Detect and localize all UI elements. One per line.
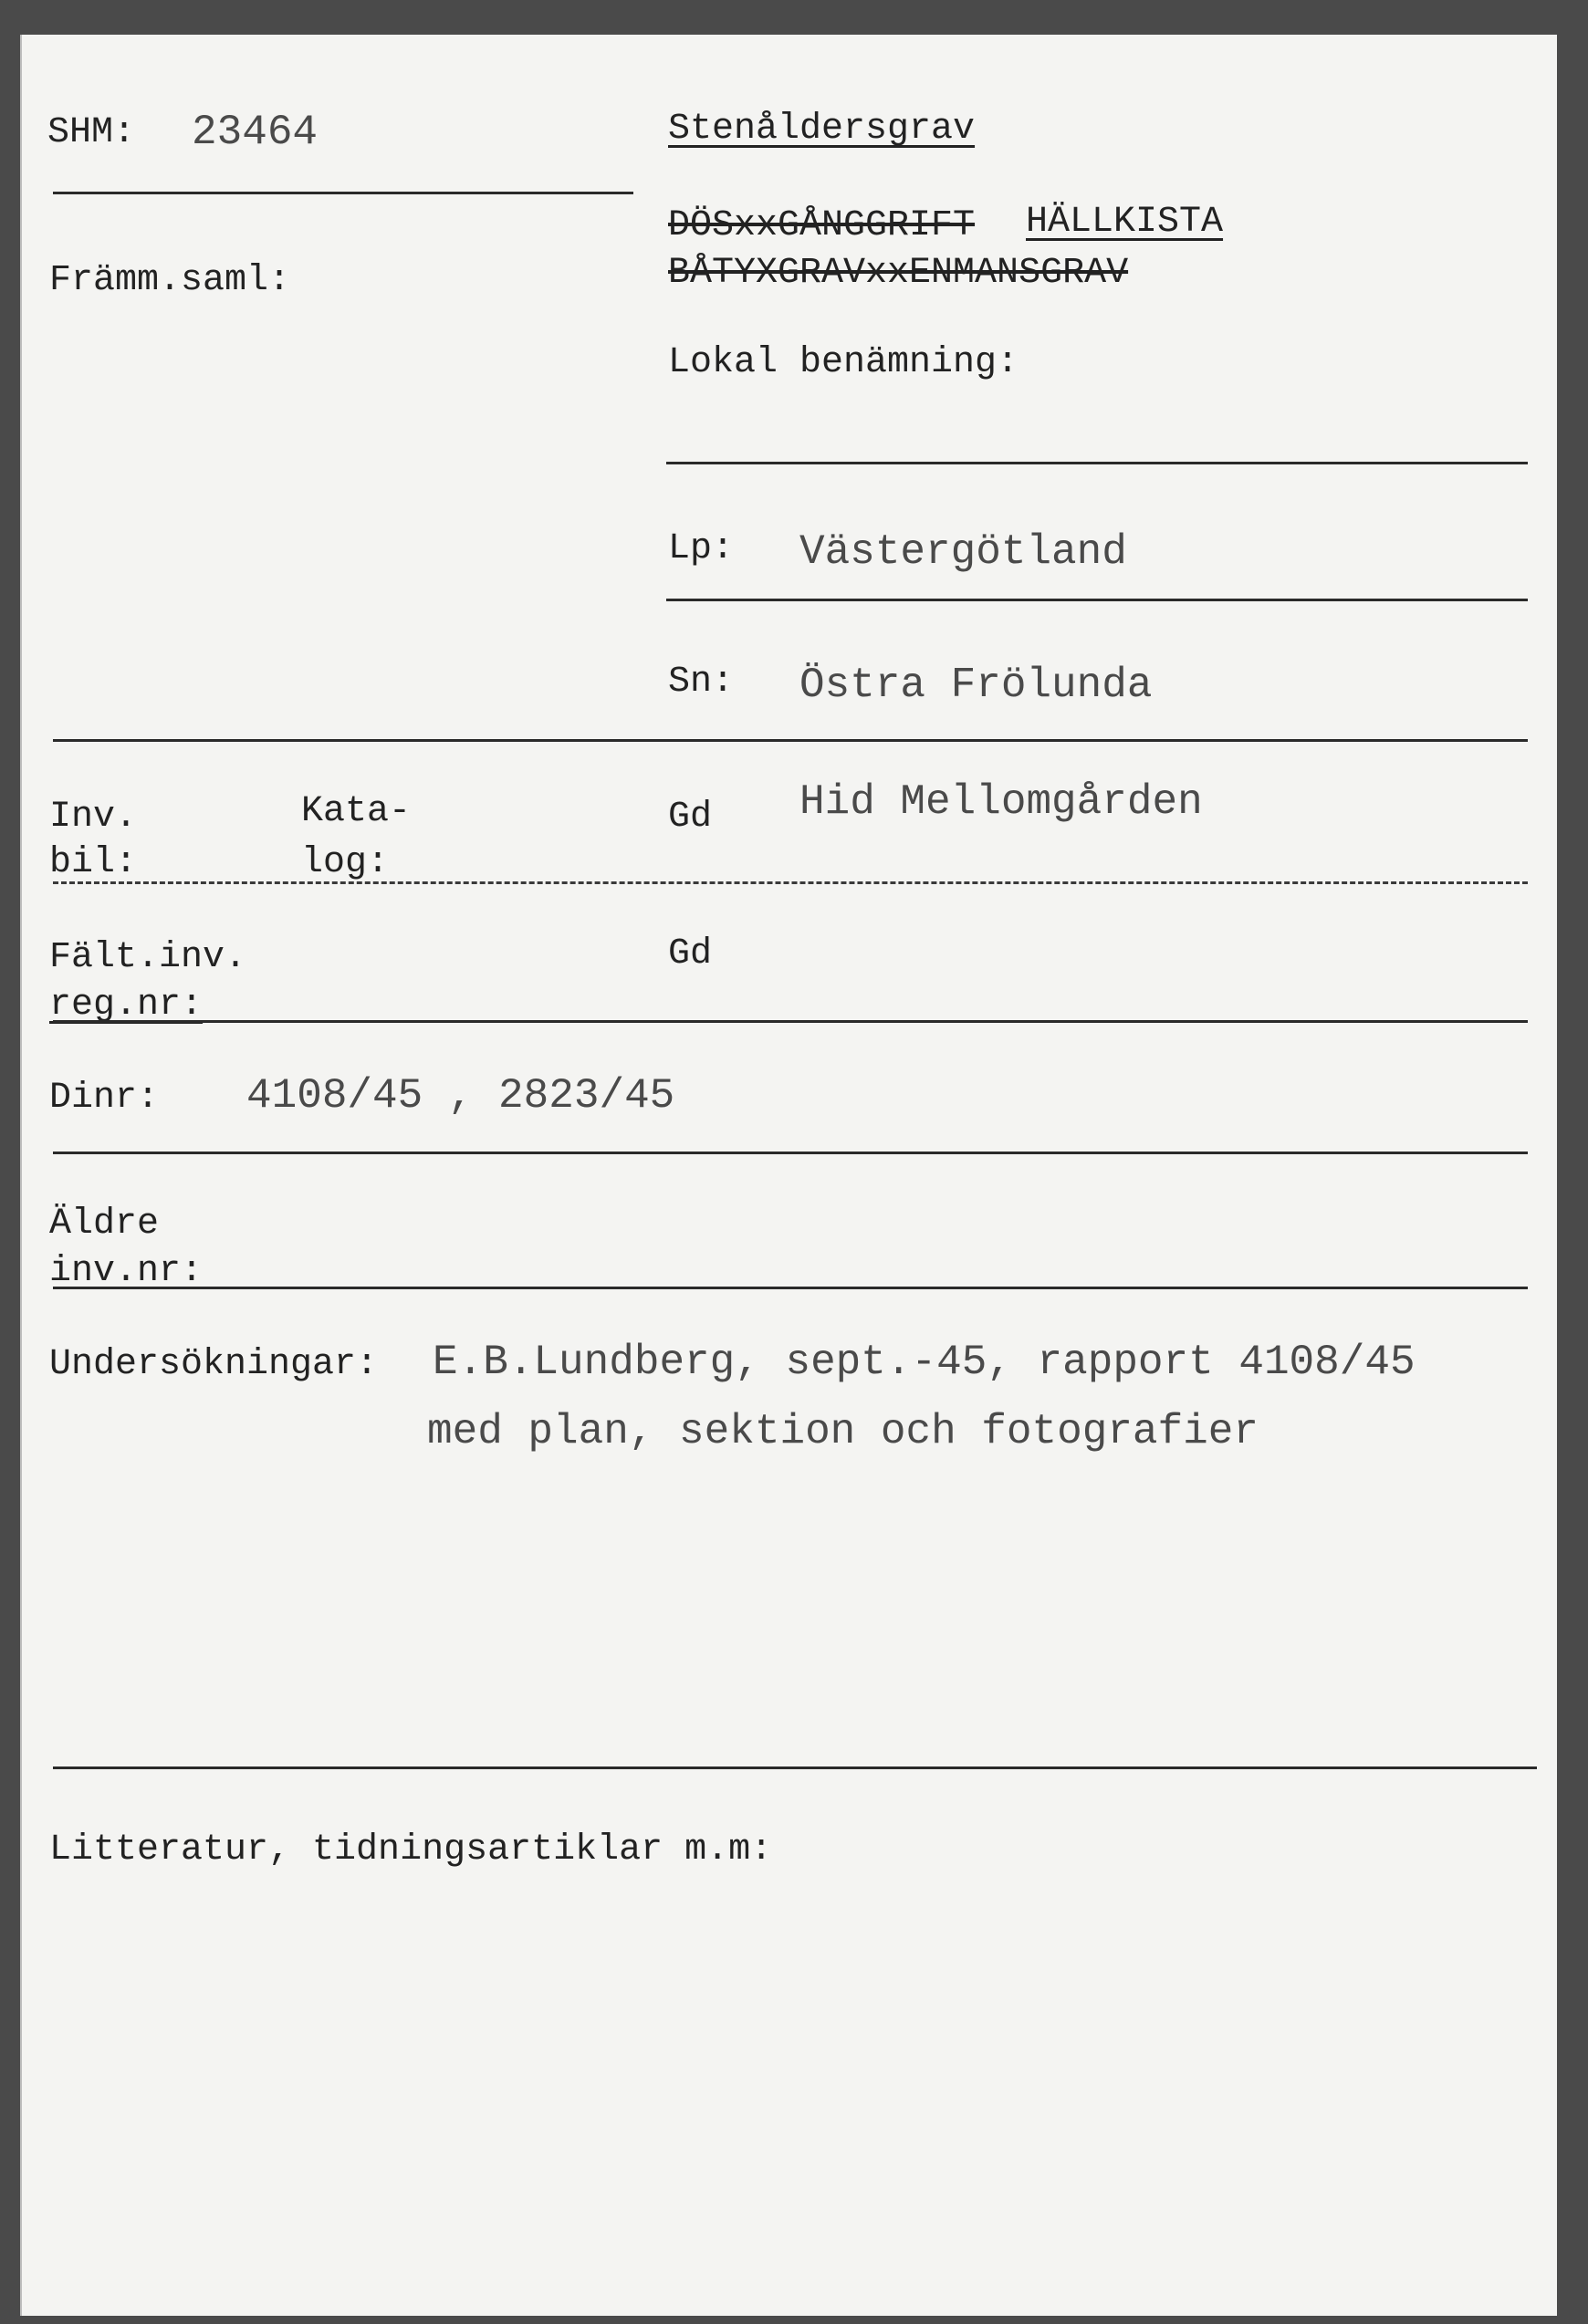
gd-value-1: Hid Mellomgården bbox=[799, 778, 1203, 826]
lp-value: Västergötland bbox=[799, 528, 1127, 576]
grave-type-selected: HÄLLKISTA bbox=[1026, 202, 1224, 243]
divider bbox=[53, 1287, 1528, 1289]
falt-inv-label-1: Fält.inv. bbox=[49, 937, 247, 978]
gd-label-1: Gd bbox=[668, 797, 713, 838]
dinr-value: 4108/45 , 2823/45 bbox=[246, 1072, 675, 1120]
dinr-label: Dinr: bbox=[49, 1078, 160, 1119]
gd-label-2: Gd bbox=[668, 933, 713, 974]
divider bbox=[53, 1020, 1528, 1023]
inv-bil-label-1: Inv. bbox=[49, 797, 138, 838]
divider bbox=[53, 739, 1528, 742]
falt-inv-label-2: reg.nr: bbox=[49, 985, 204, 1026]
litteratur-label: Litteratur, tidningsartiklar m.m: bbox=[49, 1829, 773, 1871]
sn-label: Sn: bbox=[668, 662, 735, 703]
lokal-benamning-label: Lokal benämning: bbox=[668, 342, 1019, 383]
divider bbox=[666, 599, 1528, 601]
divider bbox=[53, 1152, 1528, 1154]
undersokningar-line-1: E.B.Lundberg, sept.-45, rapport 4108/45 bbox=[433, 1339, 1416, 1386]
inv-bil-label-2: bil: bbox=[49, 842, 138, 883]
divider bbox=[53, 881, 1528, 884]
shm-label: SHM: bbox=[47, 112, 136, 153]
sn-value: Östra Frölunda bbox=[799, 662, 1153, 709]
lp-label: Lp: bbox=[668, 528, 735, 569]
grave-category: Stenåldersgrav bbox=[668, 109, 976, 150]
undersokningar-line-2: med plan, sektion och fotografier bbox=[427, 1408, 1259, 1455]
aldre-label-1: Äldre bbox=[49, 1204, 160, 1245]
divider bbox=[53, 192, 633, 194]
index-card bbox=[20, 35, 1557, 2316]
katalog-label-2: log: bbox=[301, 842, 390, 883]
framm-saml-label: Främm.saml: bbox=[49, 260, 291, 301]
shm-number: 23464 bbox=[192, 109, 319, 156]
aldre-label-2: inv.nr: bbox=[49, 1251, 204, 1292]
grave-type-struck-1: DÖSxxGÅNGGRIFT bbox=[668, 205, 976, 246]
divider bbox=[53, 1766, 1537, 1769]
katalog-label-1: Kata- bbox=[301, 791, 412, 832]
undersokningar-label: Undersökningar: bbox=[49, 1344, 379, 1385]
divider bbox=[666, 462, 1528, 464]
grave-type-struck-2: BÅTYXGRAVxxENMANSGRAV bbox=[668, 253, 1129, 294]
